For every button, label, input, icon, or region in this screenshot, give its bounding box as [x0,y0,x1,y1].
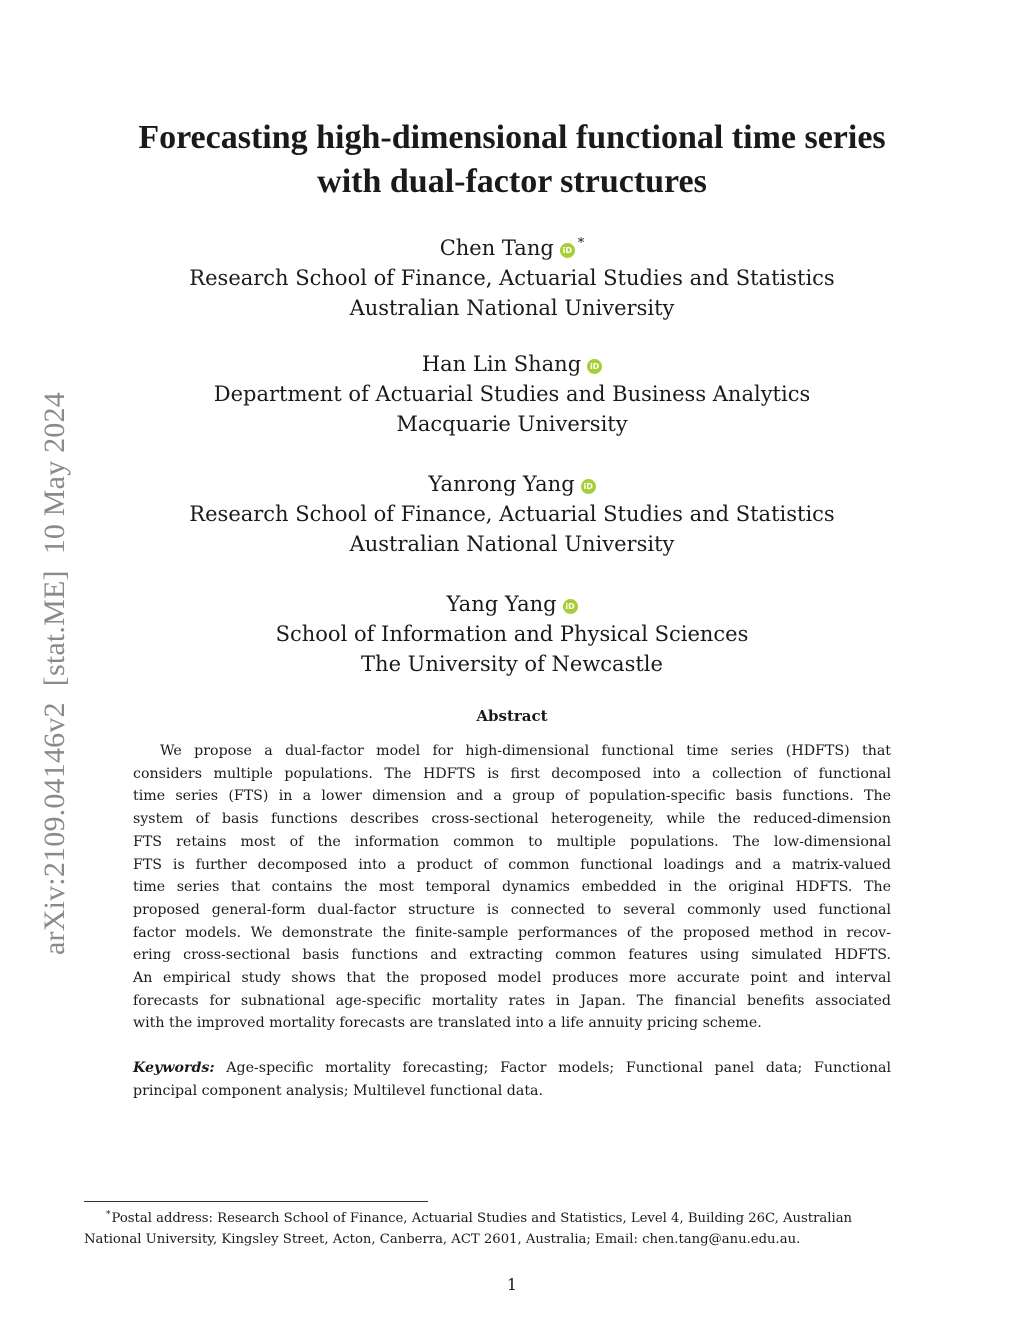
author-name: Chen Tang [439,236,554,260]
abstract-line: considers multiple populations. The HDFTS is first decomposed into a collection of functional [133,765,891,782]
abstract-line: forecasts for subnational age-specific mortality rates in Japan. The financial benefits associated [133,992,891,1009]
author-name: Yang Yang [446,592,557,616]
author-affiliation-line-1: Department of Actuarial Studies and Business Analytics [213,382,811,406]
author-block-2 [80,349,944,439]
author-affiliation-line-1: School of Information and Physical Sciences [275,622,749,646]
author-block-3 [80,469,944,559]
page-number: 1 [506,1275,518,1294]
footnote-line-1 [84,1205,940,1229]
orcid-icon[interactable]: iD [581,479,596,494]
arxiv-identifier-stamp [38,392,72,955]
orcid-icon[interactable]: iD [560,243,575,258]
paper-title [80,116,944,204]
author-name-line [80,469,944,499]
arxiv-date: 10 May 2024 [38,392,71,555]
abstract-line: We propose a dual-factor model for high-dimensional functional time series (HDFTS) that [160,743,891,759]
arxiv-id: arXiv:2109.04146v2 [38,702,71,955]
author-affiliation-line-1: Research School of Finance, Actuarial Studies and Statistics [189,502,835,526]
abstract-line: proposed general-form dual-factor structure is connected to several commonly used functional [133,901,891,918]
abstract-body [133,740,891,1035]
author-block-1 [80,229,944,323]
keywords-line-2: principal component analysis; Multilevel functional data. [133,1082,543,1099]
author-affiliation-line-1: Research School of Finance, Actuarial Studies and Statistics [189,266,835,290]
title-line-1: Forecasting high-dimensional functional time series [138,119,886,156]
footnote [84,1205,940,1250]
abstract-line: FTS is further decomposed into a product of common functional loadings and a matrix-valued [133,856,891,873]
keywords-line-1 [133,1057,891,1080]
author-name-line [80,349,944,379]
keywords-label: Keywords: [133,1060,215,1076]
abstract-line: time series that contains the most temporal dynamics embedded in the original HDFTS. The [133,879,891,896]
footnote-divider [84,1201,428,1202]
footnote-superscript: * [106,1210,111,1220]
author-affiliation-line-2: The University of Newcastle [361,652,663,676]
orcid-icon[interactable]: iD [587,359,602,374]
abstract-line: factor models. We demonstrate the finite-sample performances of the proposed method in recov- [133,924,891,941]
title-line-2: with dual-factor structures [317,163,707,200]
author-name: Han Lin Shang [421,352,582,376]
footnote-marker[interactable]: * [577,236,585,251]
abstract-heading: Abstract [476,707,548,725]
keywords-section [133,1057,891,1102]
abstract-line: system of basis functions describes cross-sectional heterogeneity, while the reduced-dimension [133,811,891,828]
abstract-line: time series (FTS) in a lower dimension and a group of population-specific basis functions. The [133,788,891,805]
author-affiliation-line-2: Australian National University [349,296,675,320]
arxiv-category: [stat.ME] [38,570,71,687]
footnote-line-2: National University, Kingsley Street, Acton, Canberra, ACT 2601, Australia; Email: chen.tang@anu.edu.au. [84,1232,801,1247]
orcid-icon[interactable]: iD [563,599,578,614]
author-affiliation-line-2: Macquarie University [396,412,628,436]
abstract-line: FTS retains most of the information common to multiple populations. The low-dimensional [133,833,891,850]
author-block-4 [80,589,944,679]
keywords-text-1: Age-specific mortality forecasting; Factor models; Functional panel data; Functional [226,1060,891,1076]
author-name-line [80,229,944,263]
abstract-line: ering cross-sectional basis functions and extracting common features using simulated HDFTS. [133,947,891,964]
author-affiliation-line-2: Australian National University [349,532,675,556]
author-name: Yanrong Yang [428,472,575,496]
abstract-line: An empirical study shows that the proposed model produces more accurate point and interval [133,970,891,987]
footnote-text-1: Postal address: Research School of Finance, Actuarial Studies and Statistics, Level 4, Building 26C, Australian [111,1211,853,1226]
author-name-line [80,589,944,619]
abstract-line: with the improved mortality forecasts are translated into a life annuity pricing scheme. [133,1015,762,1032]
